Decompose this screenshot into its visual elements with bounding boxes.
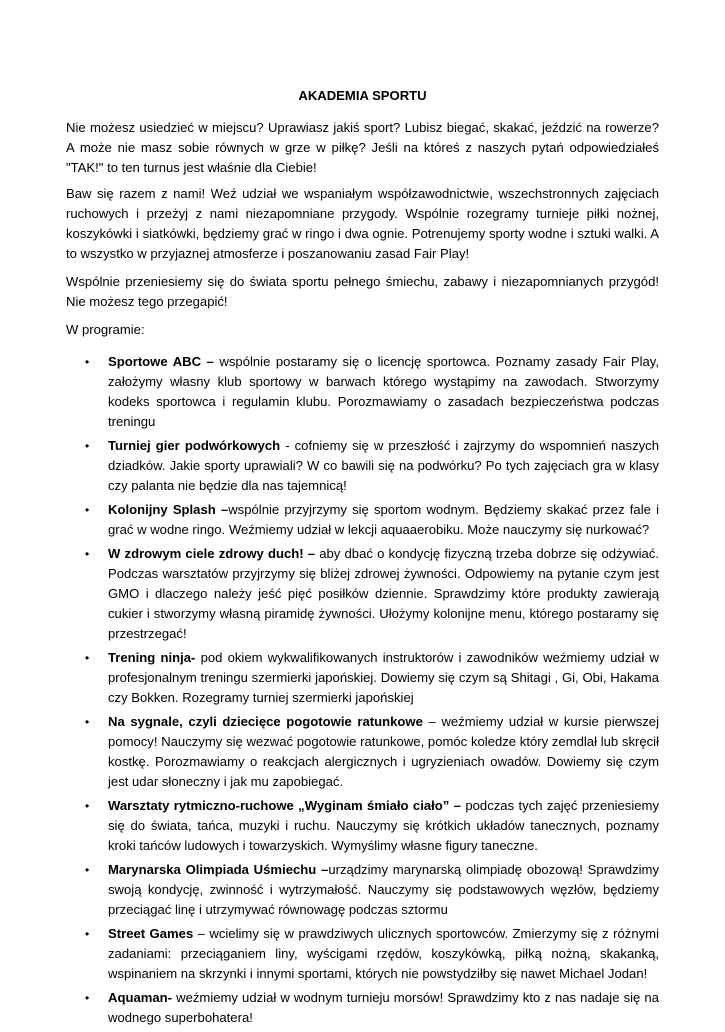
- program-item-text: podczas tych zajęć przeniesiemy się do świata, tańca, muzyki i ruchu. Nauczymy się krótkich układów tanecznych, poznamy kroki tańców ludowych i towarzyskich. Wymyślimy własne figury taneczne.: [108, 798, 659, 853]
- program-item-term: Trening ninja-: [108, 650, 196, 665]
- bullet-icon: •: [85, 991, 90, 1005]
- program-item-text: – weźmiemy udział w kursie pierwszej pomocy! Nauczymy się wezwać pogotowie ratunkowe, pomóc koledze który zemdlał lub skręcił kostkę. Porozmawiamy o reakcjach alergicznych i ugryzieniach owadów. Dowiemy się czym jest udar słoneczny i jak mu zapobiegać.: [108, 714, 659, 789]
- program-item-text: wspólnie postaramy się o licencję sportowca. Poznamy zasady Fair Play, założymy własny klub sportowy w barwach którego wystąpimy na zawodach. Stworzymy kodeks sportowca i regulamin klubu. Porozmawiamy o zasadach bezpieczeństwa podczas treningu: [108, 354, 659, 429]
- program-item-text: – wcielimy się w prawdziwych ulicznych sportowców. Zmierzymy się z różnymi zadaniami: przeciąganiem liny, wyścigami rzędów, koszykówką, piłką nożną, skakanką, wspinaniem na skrzynki i innymi sportami, których nie powstydziłby się nawet Michael Jodan!: [108, 926, 659, 981]
- bullet-icon: •: [85, 799, 90, 813]
- program-item-term: Kolonijny Splash –: [108, 502, 229, 517]
- program-item-term: Marynarska Olimpiada Uśmiechu –: [108, 862, 329, 877]
- bullet-icon: •: [85, 503, 90, 517]
- program-item-term: Turniej gier podwórkowych: [108, 438, 281, 453]
- program-item-term: Street Games: [108, 926, 194, 941]
- program-item-term: W zdrowym ciele zdrowy duch! –: [108, 546, 316, 561]
- program-item-text: urządzimy marynarską olimpiadę obozową! Sprawdzimy swoją kondycję, zwinność i wytrzymałość. Nauczymy się podstawowych węzłów, będziemy przeciągać linę i utrzymywać równowagę podczas sztormu: [108, 862, 659, 917]
- bullet-icon: •: [85, 651, 90, 665]
- program-item-term: Sportowe ABC –: [108, 354, 214, 369]
- intro-paragraph: Nie możesz usiedzieć w miejscu? Uprawiasz jakiś sport? Lubisz biegać, skakać, jeździć na rowerze? A może nie masz sobie równych w grze w piłkę? Jeśli na któreś z naszych pytań odpowiedziałeś "TAK!" to ten turnus jest właśnie dla Ciebie!: [66, 120, 659, 175]
- program-item: [66, 544, 659, 644]
- document-title: AKADEMIA SPORTU: [298, 88, 427, 103]
- program-item: [66, 924, 659, 984]
- program-item: [66, 648, 659, 708]
- bullet-icon: •: [85, 863, 90, 877]
- program-item-term: Aquaman-: [108, 990, 173, 1005]
- program-item: [66, 352, 659, 432]
- program-item-text: weźmiemy udział w wodnym turnieju morsów! Sprawdzimy kto z nas nadaje się na wodnego superbohatera!: [108, 990, 659, 1025]
- program-item: [66, 500, 659, 540]
- program-item-term: Na sygnale, czyli dziecięce pogotowie ratunkowe: [108, 714, 423, 729]
- bullet-icon: •: [85, 715, 90, 729]
- program-item: [66, 436, 659, 496]
- program-item: [66, 988, 659, 1028]
- closing-paragraph: Wspólnie przeniesiemy się do świata sportu pełnego śmiechu, zabawy i niezapomnianych przygód! Nie możesz tego przegapić!: [66, 274, 659, 309]
- program-item-text: pod okiem wykwalifikowanych instruktorów i zawodników weźmiemy udział w profesjonalnym treningu szermierki japońskiej. Dowiemy się czym są Shitagi , Gi, Obi, Hakama czy Bokken. Rozegramy turniej szermierki japońskiej: [108, 650, 659, 705]
- program-list: [66, 352, 659, 1032]
- program-item-text: - cofniemy się w przeszłość i zajrzymy do wspomnień naszych dziadków. Jakie sporty uprawiali? W co bawili się na podwórku? Po tych zajęciach gra w klasy czy palanta nie będzie dla nas tajemnicą!: [108, 438, 659, 493]
- bullet-icon: •: [85, 355, 90, 369]
- bullet-icon: •: [85, 927, 90, 941]
- program-item: [66, 712, 659, 792]
- bullet-icon: •: [85, 547, 90, 561]
- program-item: [66, 860, 659, 920]
- description-paragraph: Baw się razem z nami! Weź udział we wspaniałym współzawodnictwie, wszechstronnych zajęciach ruchowych i przeżyj z nami niezapomniane przygody. Wspólnie rozegramy turnieje piłki nożnej, koszykówki i siatkówki, będziemy grać w ringo i dwa ognie. Potrenujemy sporty wodne i sztuki walki. A to wszystko w przyjaznej atmosferze i poszanowaniu zasad Fair Play!: [66, 186, 659, 261]
- program-item-term: Warsztaty rytmiczno-ruchowe „Wyginam śmiało ciało” –: [108, 798, 461, 813]
- program-item-text: wspólnie przyjrzymy się sportom wodnym. Będziemy skakać przez fale i grać w wodne ringo. Weźmiemy udział w lekcji aquaaerobiku. Może nauczymy się nurkować?: [108, 502, 659, 537]
- bullet-icon: •: [85, 439, 90, 453]
- program-item-text: aby dbać o kondycję fizyczną trzeba dobrze się odżywiać. Podczas warsztatów przyjrzymy się bliżej zdrowej żywności. Odpowiemy na pytanie czym jest GMO i dlaczego należy jeść pięć posiłków dziennie. Sprawdzimy które produkty zawierają cukier i stworzymy własną piramidę żywności. Ułożymy kolonijne menu, którego postaramy się przestrzegać!: [108, 546, 659, 641]
- program-heading: W programie:: [66, 322, 145, 337]
- program-item: [66, 796, 659, 856]
